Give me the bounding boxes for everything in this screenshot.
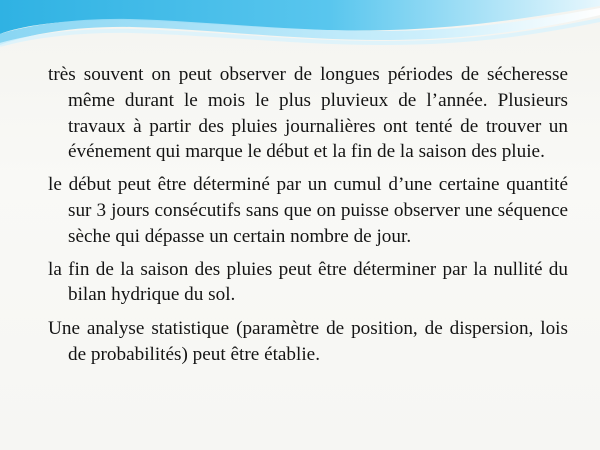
decorative-wave-header bbox=[0, 0, 600, 70]
paragraph-season-end: la fin de la saison des pluies peut être déterminer par la nullité du bilan hydrique du sol. bbox=[48, 258, 568, 306]
paragraph-season-start: le début peut être déterminé par un cumul d’une certaine quantité sur 3 jours consécutifs sans que on puisse observer une séquence sèche qui dépasse un certain nombre de jour. bbox=[48, 174, 568, 247]
paragraph-statistical-analysis: Une analyse statistique (paramètre de position, de dispersion, lois de probabilités) peut être établie. bbox=[48, 318, 568, 365]
paragraph-rainfall-variability: très souvent on peut observer de longues périodes de sécheresse même durant le mois le plus pluvieux de l’année. Plusieurs travaux à partir des pluies journalières ont tenté de trouver un événement qui marque le début et la fin de la saison des pluie. bbox=[48, 64, 568, 163]
slide-body-text bbox=[48, 62, 568, 376]
